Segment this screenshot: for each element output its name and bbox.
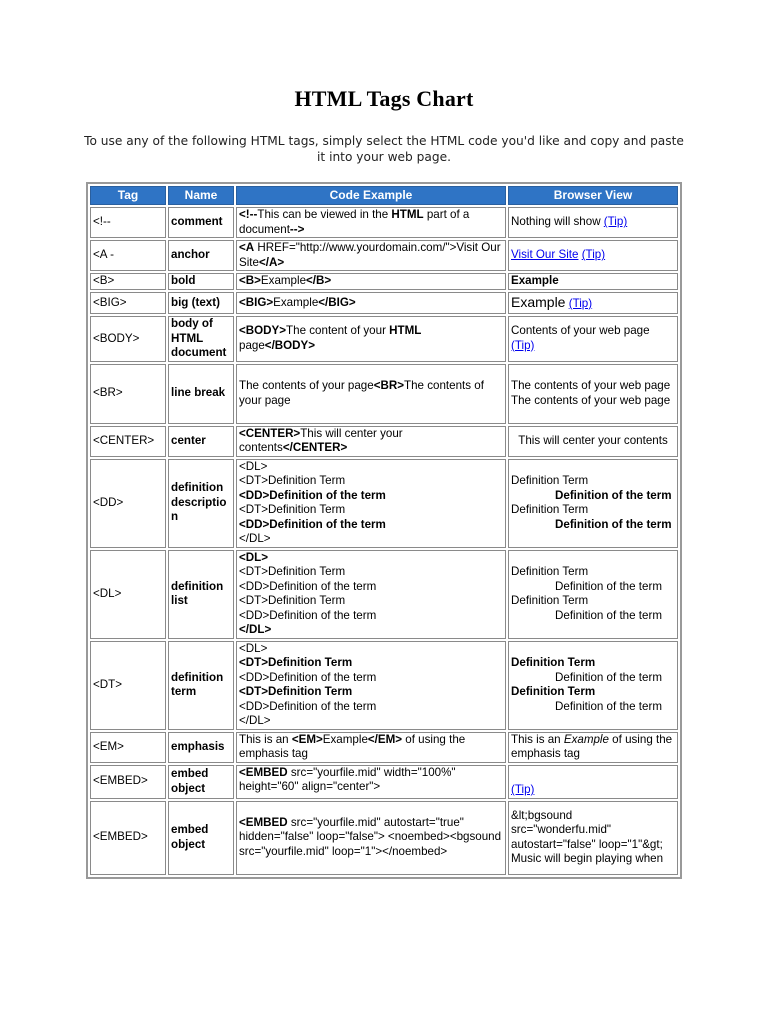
table-row [90,364,678,424]
tip-link[interactable]: (Tip) [603,215,628,229]
view-cell: Nothing will show (Tip) [508,207,678,238]
tip-link[interactable]: (Tip) [568,296,593,310]
tag-cell: <!-- [90,207,166,238]
code-cell: <DL> <DT>Definition Term <DD>Definition of the term <DT>Definition Term <DD>Definition of the term </DL> [236,459,506,548]
view-cell: Example [508,273,678,290]
view-cell: Definition Term Definition of the term Definition Term Definition of the term [508,459,678,548]
table-row [90,316,678,362]
code-cell: <!--This can be viewed in the HTML part of a document--> [236,207,506,238]
code-cell: <EMBED src="yourfile.mid" width="100%" height="60" align="center"> [236,765,506,799]
table-row [90,801,678,875]
tag-cell: <CENTER> [90,426,166,457]
name-cell: center [168,426,234,457]
table-row [90,426,678,457]
view-cell: This is an Example of using the emphasis tag [508,732,678,763]
table-row [90,732,678,763]
name-cell: definition description [168,459,234,548]
view-cell [508,240,678,271]
view-cell: Definition Term Definition of the term Definition Term Definition of the term [508,641,678,730]
page-title: HTML Tags Chart [294,86,474,111]
code-cell: <BIG>Example</BIG> [236,292,506,314]
intro-text: To use any of the following HTML tags, simply select the HTML code you'd like and copy and paste it into your web page. [84,134,684,164]
tag-cell: <DD> [90,459,166,548]
header-code-example: Code Example [236,186,506,205]
view-cell: Contents of your web page (Tip) [508,316,678,362]
tip-link[interactable]: (Tip) [511,783,535,796]
name-cell: embed object [168,765,234,799]
name-cell: big (text) [168,292,234,314]
code-cell: <CENTER>This will center your contents</CENTER> [236,426,506,457]
view-cell: Example (Tip) [508,292,678,314]
name-cell: anchor [168,240,234,271]
tag-cell: <DL> [90,550,166,639]
tag-cell: <DT> [90,641,166,730]
tag-cell: <A - [90,240,166,271]
html-tags-table [86,182,682,879]
name-cell: line break [168,364,234,424]
tip-link[interactable]: (Tip) [581,248,606,262]
name-cell: embed object [168,801,234,875]
tag-cell: <B> [90,273,166,290]
code-cell: The contents of your page<BR>The contents of your page [236,364,506,424]
name-cell: definition list [168,550,234,639]
table-row [90,207,678,238]
name-cell: definition term [168,641,234,730]
table-row [90,641,678,730]
code-cell: <EMBED src="yourfile.mid" autostart="true" hidden="false" loop="false"> <noembed><bgsound src="yourfile.mid" loop="1"></noembed> [236,801,506,875]
code-cell: <B>Example</B> [236,273,506,290]
tag-cell: <BODY> [90,316,166,362]
table-row [90,550,678,639]
code-cell: <A HREF="http://www.yourdomain.com/">Visit Our Site</A> [236,240,506,271]
header-browser-view: Browser View [508,186,678,205]
table-row [90,240,678,271]
tag-cell: <EMBED> [90,765,166,799]
code-cell: <BODY>The content of your HTML page</BODY> [236,316,506,362]
code-cell: <DL> <DT>Definition Term <DD>Definition of the term <DT>Definition Term <DD>Definition of the term </DL> [236,641,506,730]
table-header-row [90,186,678,205]
name-cell: emphasis [168,732,234,763]
name-cell: bold [168,273,234,290]
view-cell [508,765,678,799]
visit-site-link[interactable]: Visit Our Site [511,248,579,262]
code-cell: This is an <EM>Example</EM> of using the emphasis tag [236,732,506,763]
table-row [90,765,678,799]
view-cell: This will center your contents [508,426,678,457]
tag-cell: <EM> [90,732,166,763]
view-cell: The contents of your web page The contents of your web page [508,364,678,424]
header-tag: Tag [90,186,166,205]
table-row [90,459,678,548]
table-row [90,273,678,290]
code-cell: <DL> <DT>Definition Term <DD>Definition of the term <DT>Definition Term <DD>Definition of the term </DL> [236,550,506,639]
tip-link[interactable]: (Tip) [511,338,535,352]
name-cell: body of HTML document [168,316,234,362]
view-cell: &lt;bgsound src="wonderfu.mid" autostart="false" loop="1"&gt; Music will begin playing when [508,801,678,875]
table-row [90,292,678,314]
view-cell: Definition Term Definition of the term Definition Term Definition of the term [508,550,678,639]
tag-cell: <EMBED> [90,801,166,875]
tag-cell: <BIG> [90,292,166,314]
header-name: Name [168,186,234,205]
name-cell: comment [168,207,234,238]
tag-cell: <BR> [90,364,166,424]
